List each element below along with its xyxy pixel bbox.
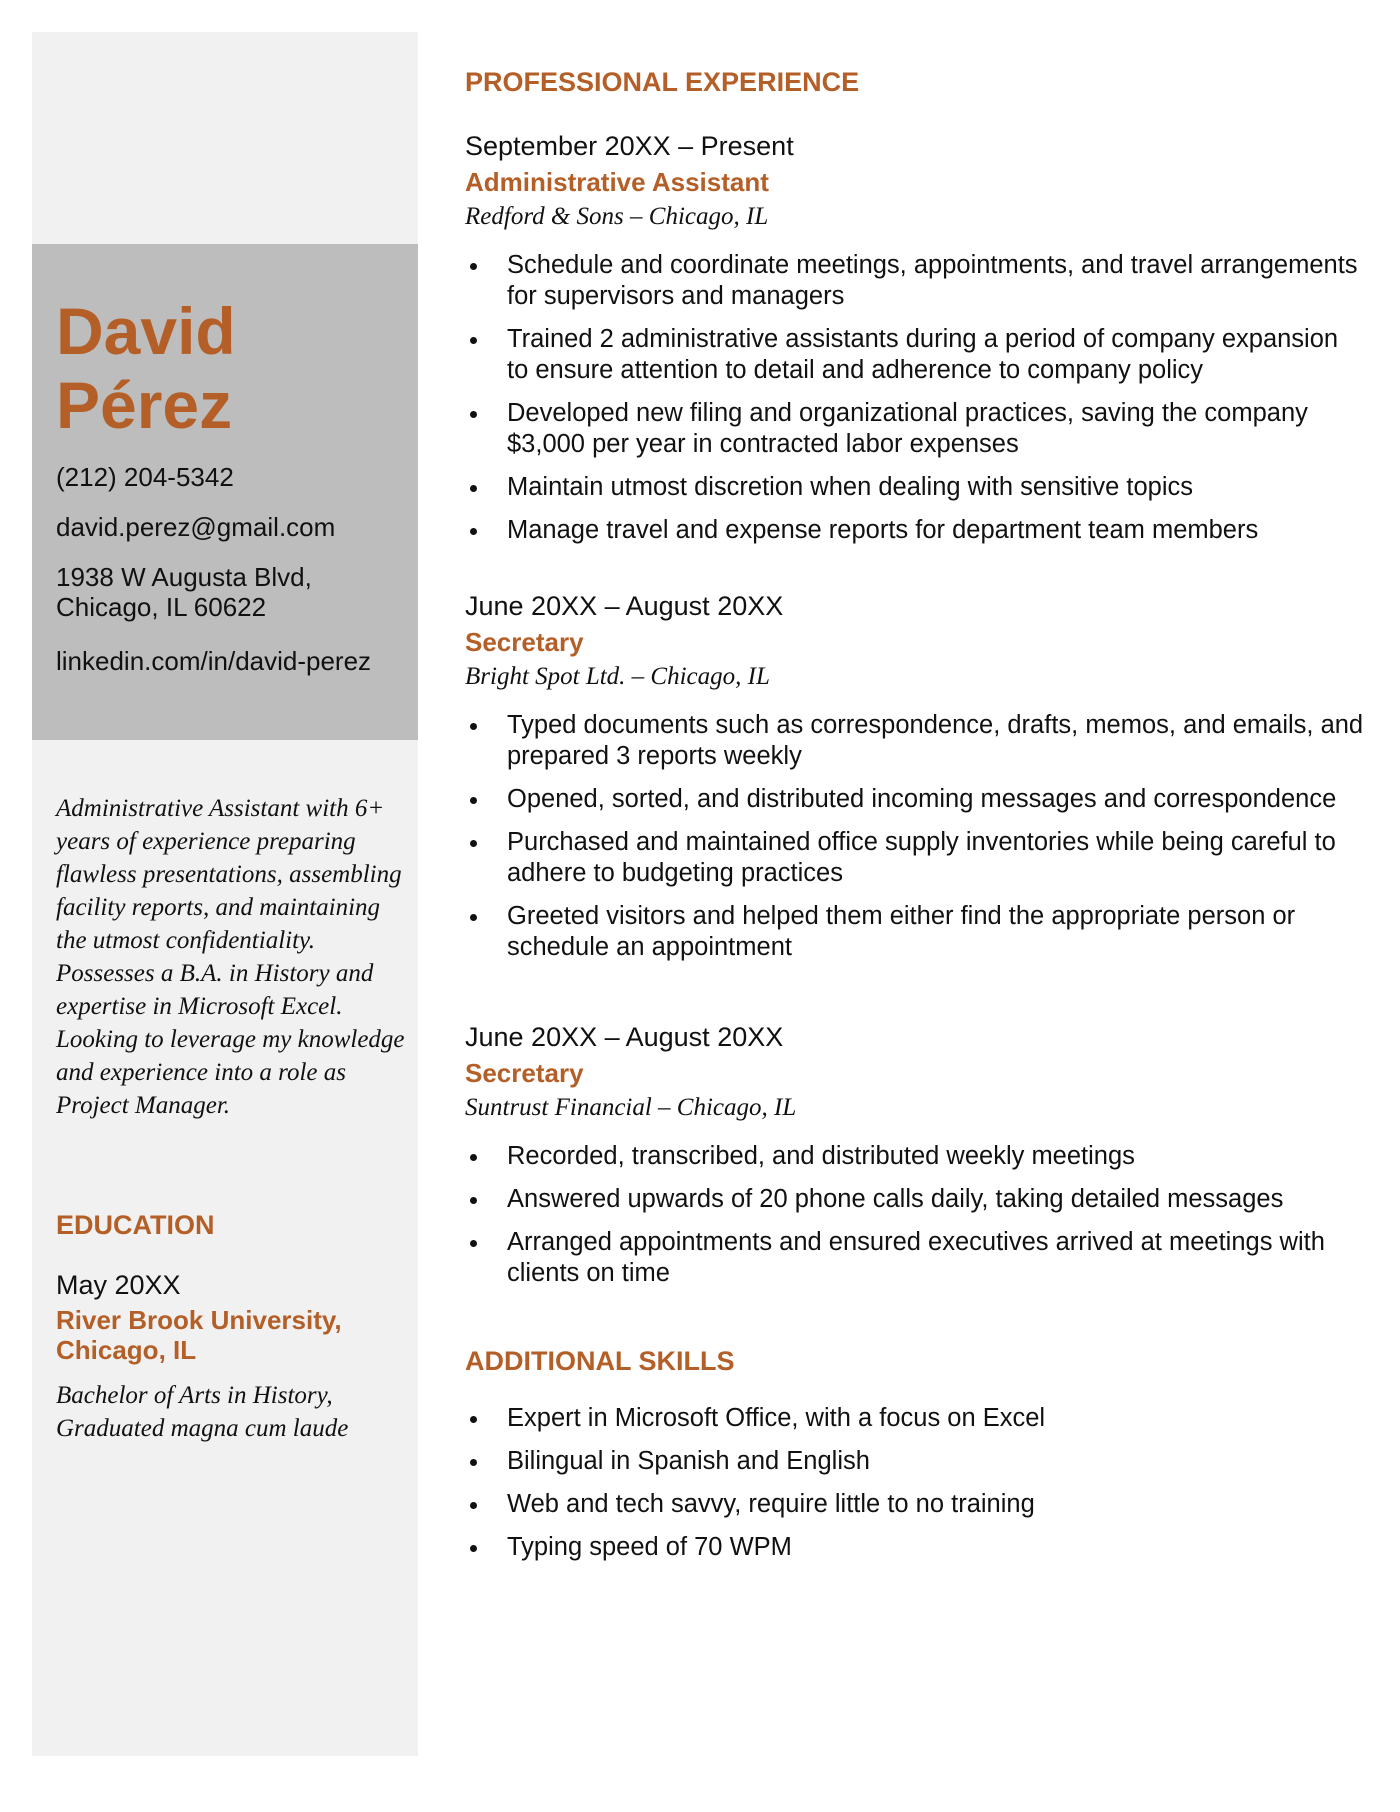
- address-line-2: Chicago, IL 60622: [56, 592, 267, 622]
- education-school: [56, 1305, 406, 1365]
- job-title: Secretary: [465, 627, 584, 657]
- candidate-name: [56, 294, 236, 442]
- job-company: Bright Spot Ltd. – Chicago, IL: [465, 663, 770, 690]
- address-line-1: 1938 W Augusta Blvd,: [56, 562, 312, 592]
- main-content: [465, 66, 1365, 1575]
- job-company: Suntrust Financial – Chicago, IL: [465, 1094, 797, 1121]
- bullet-item: Recorded, transcribed, and distributed weekly meetings: [465, 1141, 1365, 1172]
- bullet-item: Opened, sorted, and distributed incoming messages and correspondence: [465, 784, 1365, 815]
- first-name: David: [56, 294, 236, 368]
- degree-name: Bachelor of Arts in History,: [56, 1382, 333, 1409]
- job-bullets: [465, 250, 1365, 546]
- skill-item: Bilingual in Spanish and English: [465, 1446, 1365, 1477]
- bullet-item: Greeted visitors and helped them either find the appropriate person or schedule an appointment: [465, 901, 1365, 963]
- last-name: Pérez: [56, 368, 233, 442]
- bullet-item: Developed new filing and organizational practices, saving the company $3,000 per year in contracted labor expenses: [465, 398, 1365, 460]
- school-name: River Brook University,: [56, 1305, 342, 1335]
- degree-honors: Graduated magna cum laude: [56, 1415, 349, 1442]
- profile-summary: Administrative Assistant with 6+ years of experience preparing flawless presentations, assembling facility reports, and maintaining the utmost confidentiality. Possesses a B.A. in History and expertise in Microsoft Excel. Looking to leverage my knowledge and experience into a role as Project Manager.: [56, 795, 405, 1119]
- bullet-item: Answered upwards of 20 phone calls daily, taking detailed messages: [465, 1184, 1365, 1215]
- job-dates: September 20XX – Present: [465, 131, 794, 161]
- linkedin-link[interactable]: linkedin.com/in/david-perez: [56, 646, 372, 676]
- education-heading: EDUCATION: [56, 1210, 215, 1240]
- job-bullets: [465, 1141, 1365, 1289]
- job-dates: June 20XX – August 20XX: [465, 1022, 784, 1052]
- job-title: Administrative Assistant: [465, 167, 769, 197]
- skill-item: Expert in Microsoft Office, with a focus on Excel: [465, 1403, 1365, 1434]
- bullet-item: Maintain utmost discretion when dealing with sensitive topics: [465, 472, 1365, 503]
- education-degree: [56, 1379, 406, 1445]
- job-bullets: [465, 710, 1365, 963]
- contact-info: [56, 462, 406, 696]
- bullet-item: Purchased and maintained office supply inventories while being careful to adhere to budgeting practices: [465, 827, 1365, 889]
- bullet-item: Arranged appointments and ensured executives arrived at meetings with clients on time: [465, 1227, 1365, 1289]
- bullet-item: Typed documents such as correspondence, drafts, memos, and emails, and prepared 3 reports weekly: [465, 710, 1365, 772]
- job-entry: [465, 128, 1365, 546]
- bullet-item: Schedule and coordinate meetings, appointments, and travel arrangements for supervisors and managers: [465, 250, 1365, 312]
- education-date: May 20XX: [56, 1270, 181, 1300]
- bullet-item: Trained 2 administrative assistants during a period of company expansion to ensure attention to detail and adherence to company policy: [465, 324, 1365, 386]
- email-address: david.perez@gmail.com: [56, 512, 336, 542]
- bullet-item: Manage travel and expense reports for department team members: [465, 515, 1365, 546]
- skills-heading: ADDITIONAL SKILLS: [465, 1346, 735, 1376]
- street-address: [56, 562, 406, 622]
- phone-number: (212) 204-5342: [56, 462, 234, 492]
- skill-item: Typing speed of 70 WPM: [465, 1532, 1365, 1563]
- job-entry: [465, 588, 1365, 963]
- job-dates: June 20XX – August 20XX: [465, 591, 784, 621]
- name-contact-block: [32, 244, 418, 740]
- skills-section: [465, 1345, 1365, 1563]
- experience-heading: PROFESSIONAL EXPERIENCE: [465, 67, 860, 97]
- sidebar: [32, 32, 418, 1756]
- skills-bullets: [465, 1403, 1365, 1563]
- job-entry: [465, 1019, 1365, 1289]
- job-title: Secretary: [465, 1058, 584, 1088]
- education-section: [56, 1210, 406, 1445]
- job-company: Redford & Sons – Chicago, IL: [465, 203, 769, 230]
- skill-item: Web and tech savvy, require little to no training: [465, 1489, 1365, 1520]
- school-location: Chicago, IL: [56, 1335, 197, 1365]
